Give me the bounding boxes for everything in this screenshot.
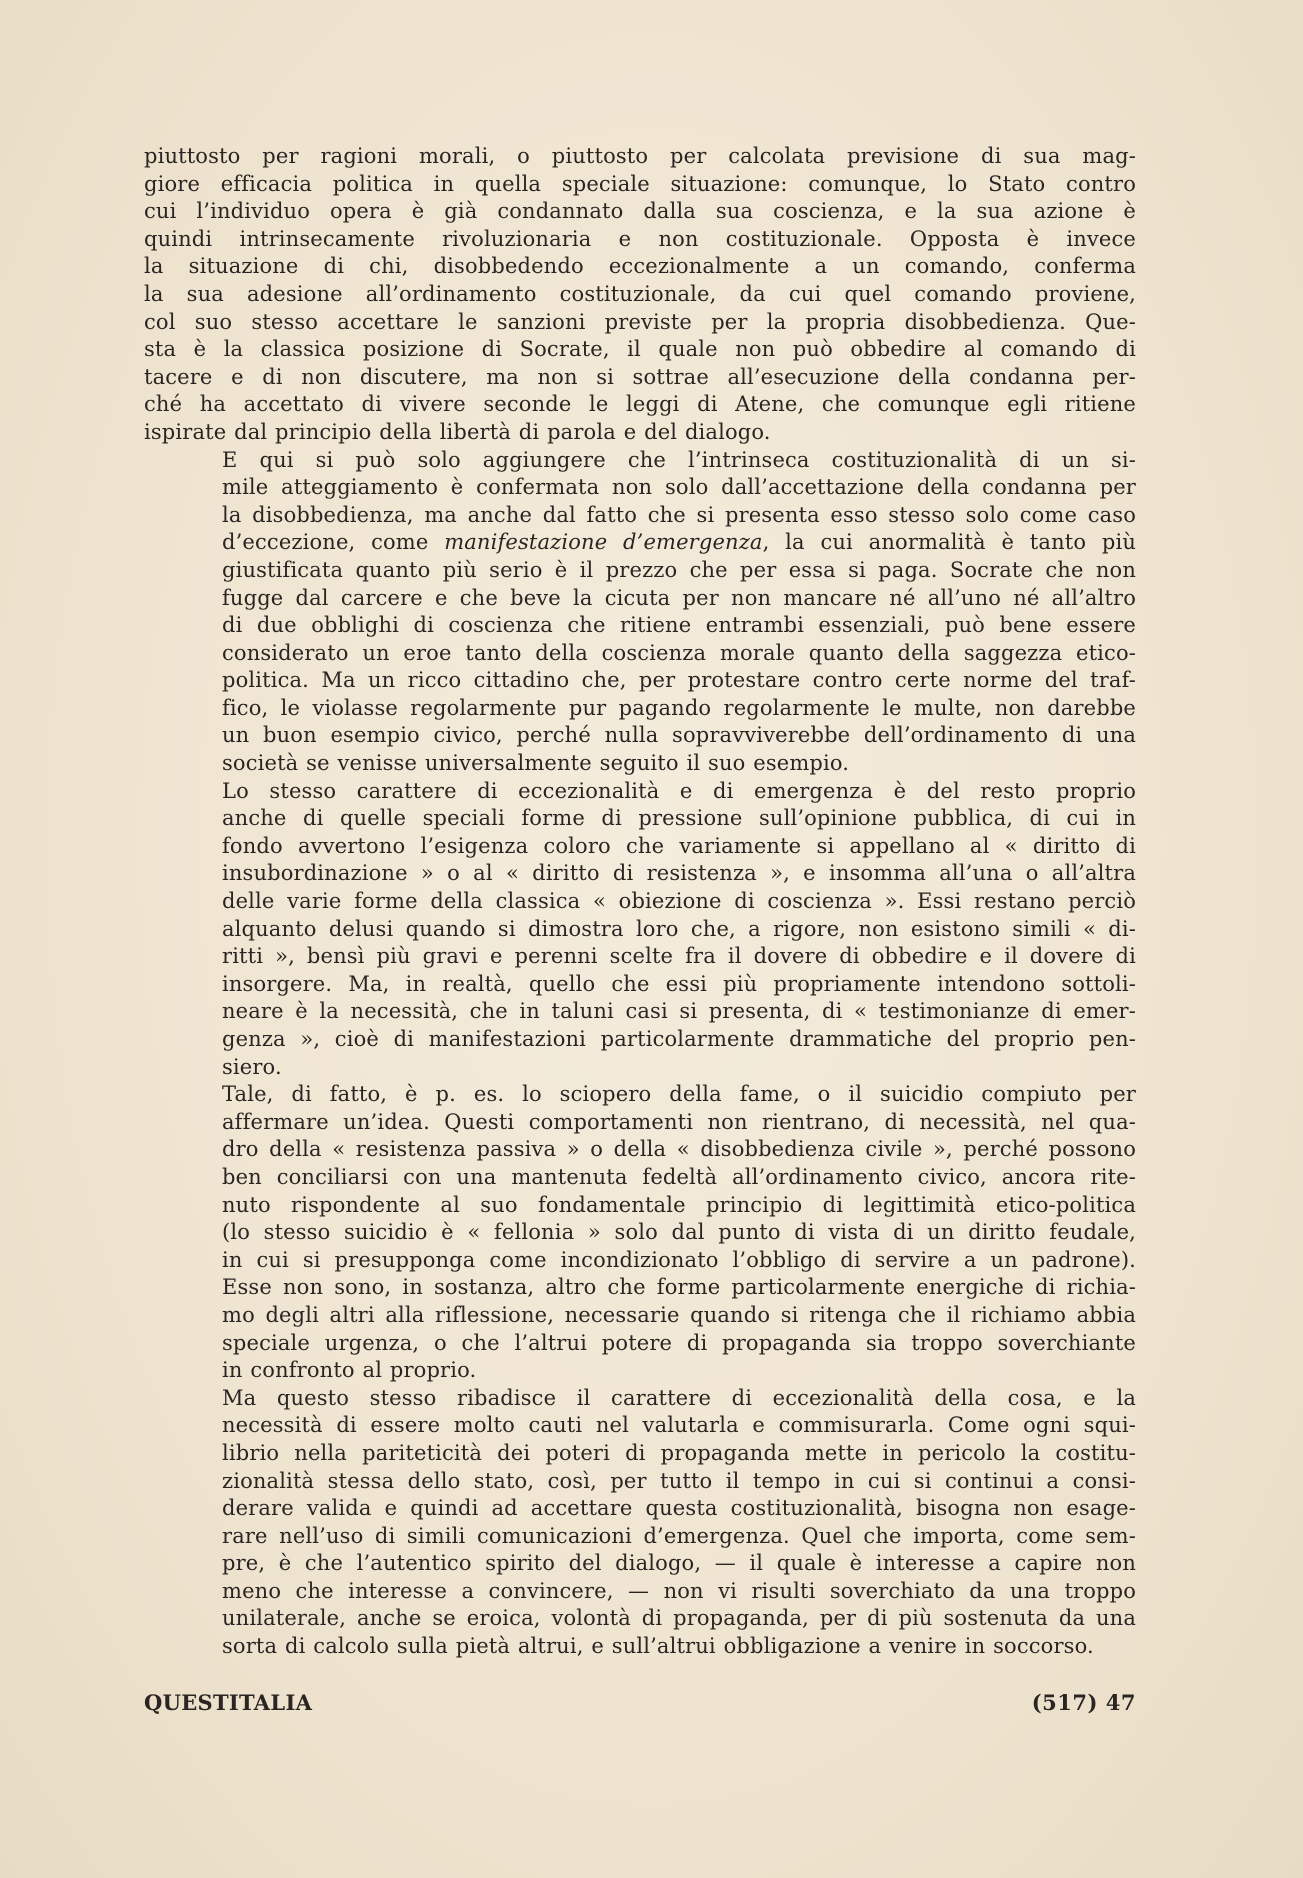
text-line: nuto rispondente al suo fondamentale principio di legittimità etico-politica <box>222 1192 1136 1217</box>
text-line: quindi intrinsecamente rivoluzionaria e non costituzionale. Opposta è invece <box>144 226 1136 251</box>
text-line: ben conciliarsi con una mantenuta fedeltà all’ordinamento civico, ancora rite- <box>222 1164 1136 1189</box>
text-line: anche di quelle speciali forme di pressione sull’opinione pubblica, di cui in <box>222 806 1136 831</box>
paragraph <box>144 447 1136 778</box>
text-line: (lo stesso suicidio è « fellonia » solo dal punto di vista di un diritto feudale, <box>222 1220 1136 1245</box>
page-number: (517) 47 <box>1031 1690 1136 1715</box>
text-line: dro della « resistenza passiva » o della « disobbedienza civile », perché possono <box>222 1137 1136 1162</box>
text-line: derare valida e quindi ad accettare questa costituzionalità, bisogna non esage- <box>222 1496 1136 1521</box>
text-line: Lo stesso carattere di eccezionalità e di emergenza è del resto proprio <box>222 778 1136 803</box>
text-line: insorgere. Ma, in realtà, quello che essi più propriamente intendono sottoli- <box>222 971 1136 996</box>
body-text <box>144 143 1136 1661</box>
text-line: ritti », bensì più gravi e perenni scelte fra il dovere di obbedire e il dovere di <box>222 944 1136 969</box>
text-line: meno che interesse a convincere, — non vi risulti soverchiato da una troppo <box>222 1578 1136 1603</box>
text-line: speciale urgenza, o che l’altrui potere di propaganda sia troppo soverchiante <box>222 1330 1136 1355</box>
text-line: neare è la necessità, che in taluni casi si presenta, di « testimonianze di emer- <box>222 999 1136 1024</box>
text-line: giore efficacia politica in quella speciale situazione: comunque, lo Stato contro <box>144 171 1136 196</box>
paragraph <box>144 143 1136 447</box>
text-line: affermare un’idea. Questi comportamenti non rientrano, di necessità, nel qua- <box>222 1109 1136 1134</box>
text-line: delle varie forme della classica « obiezione di coscienza ». Essi restano perciò <box>222 889 1136 914</box>
text-line: società se venisse universalmente seguito il suo esempio. <box>222 751 850 776</box>
text-line: Tale, di fatto, è p. es. lo sciopero della fame, o il suicidio compiuto per <box>222 1082 1136 1107</box>
text-line: pre, è che l’autentico spirito del dialogo, — il quale è interesse a capire non <box>222 1551 1136 1576</box>
text-line: rare nell’uso di simili comunicazioni d’emergenza. Quel che importa, come sem- <box>222 1523 1136 1548</box>
text-line: mile atteggiamento è confermata non solo dall’accettazione della condanna per <box>222 475 1136 500</box>
text-line: tacere e di non discutere, ma non si sottrae all’esecuzione della condanna per- <box>144 364 1136 389</box>
journal-name: QUESTITALIA <box>144 1690 313 1715</box>
text-line: col suo stesso accettare le sanzioni previste per la propria disobbedienza. Que- <box>144 309 1136 334</box>
text-line: piuttosto per ragioni morali, o piuttosto per calcolata previsione di sua mag- <box>144 144 1136 168</box>
text-line: la situazione di chi, disobbedendo eccezionalmente a un comando, conferma <box>144 254 1136 279</box>
text-line: d’eccezione, come manifestazione d’emergenza, la cui anormalità è tanto più <box>222 530 1137 555</box>
text-line: genza », cioè di manifestazioni particolarmente drammatiche del proprio pen- <box>222 1027 1136 1051</box>
text-line: necessità di essere molto cauti nel valutarla e commisurarla. Come ogni squi- <box>222 1413 1136 1438</box>
text-line: in cui si presupponga come incondizionato l’obbligo di servire a un padrone). <box>222 1247 1136 1272</box>
text-line: cui l’individuo opera è già condannato dalla sua coscienza, e la sua azione è <box>144 199 1136 224</box>
text-line: Esse non sono, in sostanza, altro che forme particolarmente energiche di richia- <box>222 1275 1136 1300</box>
paragraph <box>144 1385 1136 1661</box>
text-line: fugge dal carcere e che beve la cicuta per non mancare né all’uno né all’altro <box>222 585 1136 610</box>
text-line: la sua adesione all’ordinamento costituzionale, da cui quel comando proviene, <box>144 281 1136 306</box>
text-line: in confronto al proprio. <box>222 1358 477 1383</box>
text-line: la disobbedienza, ma anche dal fatto che si presenta esso stesso solo come caso <box>222 502 1136 527</box>
text-line: mo degli altri alla riflessione, necessarie quando si ritenga che il richiamo abbia <box>222 1302 1136 1327</box>
text-line: librio nella pariteticità dei poteri di propaganda mette in pericolo la costitu- <box>222 1440 1136 1465</box>
text-line: unilaterale, anche se eroica, volontà di propaganda, per di più sostenuta da una <box>222 1606 1136 1631</box>
paragraph <box>144 778 1136 1082</box>
text-line: Ma questo stesso ribadisce il carattere di eccezionalità della cosa, e la <box>222 1385 1136 1410</box>
paragraph <box>144 1081 1136 1385</box>
text-line: sta è la classica posizione di Socrate, il quale non può obbedire al comando di <box>144 337 1136 362</box>
text-line: alquanto delusi quando si dimostra loro che, a rigore, non esistono simili « di- <box>222 916 1136 941</box>
text-line: considerato un eroe tanto della coscienza morale quanto della saggezza etico- <box>222 640 1136 665</box>
text-line: politica. Ma un ricco cittadino che, per protestare contro certe norme del traf- <box>222 668 1136 693</box>
text-line: siero. <box>222 1054 282 1079</box>
text-line: sorta di calcolo sulla pietà altrui, e sull’altrui obbligazione a venire in soccorso. <box>222 1634 1094 1659</box>
text-line: ispirate dal principio della libertà di parola e del dialogo. <box>144 419 771 444</box>
text-line: E qui si può solo aggiungere che l’intrinseca costituzionalità di un si- <box>222 447 1136 472</box>
page-footer <box>144 1690 1136 1720</box>
text-line: zionalità stessa dello stato, così, per tutto il tempo in cui si continui a consi- <box>222 1468 1136 1493</box>
text-line: fico, le violasse regolarmente pur pagando regolarmente le multe, non darebbe <box>222 695 1136 720</box>
text-line: giustificata quanto più serio è il prezzo che per essa si paga. Socrate che non <box>222 557 1136 582</box>
text-line: di due obblighi di coscienza che ritiene entrambi essenziali, può bene essere <box>222 613 1136 638</box>
text-line: insubordinazione » o al « diritto di resistenza », e insomma all’una o all’altra <box>222 861 1136 886</box>
text-line: un buon esempio civico, perché nulla sopravviverebbe dell’ordinamento di una <box>222 723 1136 748</box>
text-line: fondo avvertono l’esigenza coloro che variamente si appellano al « diritto di <box>222 833 1136 858</box>
text-line: ché ha accettato di vivere seconde le leggi di Atene, che comunque egli ritiene <box>144 392 1136 417</box>
